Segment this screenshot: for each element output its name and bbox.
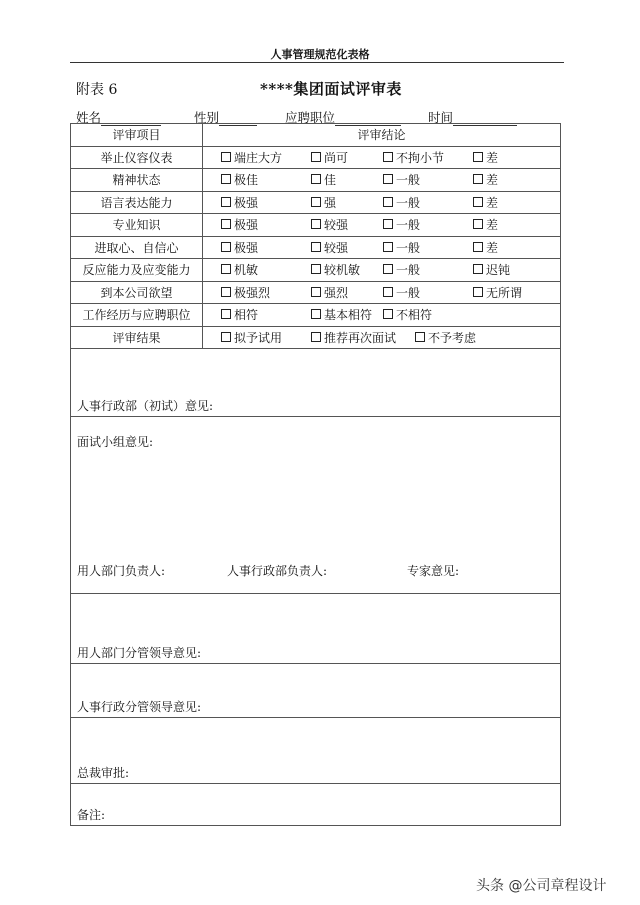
checkbox-option[interactable] <box>383 306 473 323</box>
table-row <box>71 214 561 237</box>
expert-opinion-label: 专家意见: <box>407 564 460 578</box>
option-label: 拟予试用 <box>234 330 283 345</box>
criterion-options <box>203 169 561 192</box>
table-row <box>71 281 561 304</box>
checkbox-option[interactable] <box>221 216 311 233</box>
option-label: 基本相符 <box>324 308 373 323</box>
option-label: 差 <box>486 240 499 255</box>
checkbox-option[interactable] <box>383 216 473 233</box>
criterion-options <box>203 259 561 282</box>
checkbox-icon[interactable] <box>311 332 321 342</box>
option-label: 不拘小节 <box>396 150 445 165</box>
checkbox-icon[interactable] <box>383 242 393 252</box>
time-label: 时间 <box>428 110 454 125</box>
option-label: 差 <box>486 218 499 233</box>
criterion-options <box>203 146 561 169</box>
checkbox-icon[interactable] <box>473 174 483 184</box>
options-group <box>203 329 560 346</box>
option-label: 差 <box>486 195 499 210</box>
options-group <box>203 194 560 211</box>
checkbox-option[interactable] <box>221 329 311 346</box>
criterion-label: 语言表达能力 <box>71 191 203 214</box>
option-label: 端庄大方 <box>234 150 283 165</box>
checkbox-icon[interactable] <box>311 309 321 319</box>
criterion-label: 举止仪容仪表 <box>71 146 203 169</box>
checkbox-icon[interactable] <box>221 264 231 274</box>
checkbox-icon[interactable] <box>473 264 483 274</box>
dept-leader-opinion-label: 用人部门分管领导意见: <box>77 646 202 660</box>
table-row <box>71 191 561 214</box>
checkbox-option[interactable] <box>473 284 543 301</box>
criterion-label: 专业知识 <box>71 214 203 237</box>
options-group <box>203 261 560 278</box>
annex-label: 附表 6 <box>76 82 118 98</box>
option-label: 极强 <box>234 240 259 255</box>
checkbox-option[interactable] <box>221 194 311 211</box>
criterion-label: 反应能力及应变能力 <box>71 259 203 282</box>
option-label: 推荐再次面试 <box>324 330 397 345</box>
checkbox-icon[interactable] <box>383 197 393 207</box>
form-title: ****集团面试评审表 <box>260 80 402 98</box>
checkbox-option[interactable] <box>311 306 383 323</box>
option-label: 极强烈 <box>234 285 271 300</box>
option-label: 极强 <box>234 218 259 233</box>
checkbox-option[interactable] <box>311 149 383 166</box>
position-label: 应聘职位 <box>285 110 336 125</box>
checkbox-icon[interactable] <box>473 287 483 297</box>
checkbox-option[interactable] <box>221 261 311 278</box>
checkbox-option[interactable] <box>311 216 383 233</box>
checkbox-option[interactable] <box>221 149 311 166</box>
checkbox-option[interactable] <box>311 261 383 278</box>
checkbox-option[interactable] <box>383 261 473 278</box>
checkbox-icon[interactable] <box>221 287 231 297</box>
checkbox-icon[interactable] <box>383 219 393 229</box>
checkbox-icon[interactable] <box>221 219 231 229</box>
table-row <box>71 169 561 192</box>
checkbox-option[interactable] <box>383 284 473 301</box>
table-header-row <box>71 124 561 147</box>
option-label: 强烈 <box>324 285 349 300</box>
ceo-section-cell[interactable] <box>71 718 561 784</box>
checkbox-icon[interactable] <box>311 219 321 229</box>
option-label: 无所谓 <box>486 285 523 300</box>
checkbox-icon[interactable] <box>311 242 321 252</box>
table-row <box>71 146 561 169</box>
options-group <box>203 284 560 301</box>
options-group <box>203 216 560 233</box>
checkbox-option[interactable] <box>383 171 473 188</box>
checkbox-icon[interactable] <box>221 309 231 319</box>
checkbox-icon[interactable] <box>383 287 393 297</box>
option-label: 佳 <box>324 173 337 188</box>
hr-initial-section <box>71 349 561 417</box>
checkbox-icon[interactable] <box>221 152 231 162</box>
checkbox-icon[interactable] <box>221 332 231 342</box>
checkbox-icon[interactable] <box>473 197 483 207</box>
checkbox-option[interactable] <box>473 239 543 256</box>
hr-leader-section-cell[interactable] <box>71 664 561 718</box>
checkbox-option[interactable] <box>311 329 415 346</box>
name-label: 姓名 <box>76 110 102 125</box>
checkbox-option[interactable] <box>383 194 473 211</box>
checkbox-option[interactable] <box>473 171 543 188</box>
checkbox-icon[interactable] <box>221 242 231 252</box>
criterion-label: 评审结果 <box>71 326 203 349</box>
option-label: 一般 <box>396 240 421 255</box>
checkbox-icon[interactable] <box>311 174 321 184</box>
checkbox-option[interactable] <box>221 239 311 256</box>
panel-section-cell[interactable] <box>71 417 561 594</box>
checkbox-option[interactable] <box>473 194 543 211</box>
document-header: 人事管理规范化表格 <box>270 48 370 61</box>
header-item: 评审项目 <box>71 124 203 147</box>
table-row <box>71 236 561 259</box>
hr-initial-section-cell[interactable] <box>71 349 561 417</box>
checkbox-icon[interactable] <box>473 219 483 229</box>
option-label: 较强 <box>324 240 349 255</box>
checkbox-icon[interactable] <box>415 332 425 342</box>
option-label: 较机敏 <box>324 263 361 278</box>
options-group <box>203 239 560 256</box>
criterion-options <box>203 281 561 304</box>
option-label: 不相符 <box>396 308 433 323</box>
option-label: 差 <box>486 173 499 188</box>
checkbox-option[interactable] <box>383 149 473 166</box>
dept-leader-section-cell[interactable] <box>71 594 561 664</box>
checkbox-icon[interactable] <box>311 287 321 297</box>
options-group <box>203 306 560 323</box>
criterion-label: 工作经历与应聘职位 <box>71 304 203 327</box>
hr-leader-opinion-label: 人事行政分管领导意见: <box>77 700 202 714</box>
options-group <box>203 171 560 188</box>
panel-opinion-label: 面试小组意见: <box>77 435 154 449</box>
option-label: 一般 <box>396 195 421 210</box>
header-conclusion: 评审结论 <box>203 124 561 147</box>
table-row <box>71 259 561 282</box>
option-label: 一般 <box>396 263 421 278</box>
checkbox-icon[interactable] <box>311 264 321 274</box>
criterion-label: 进取心、自信心 <box>71 236 203 259</box>
checkbox-option[interactable] <box>311 284 383 301</box>
watermark: 头条 @公司章程设计 <box>476 878 607 894</box>
option-label: 较强 <box>324 218 349 233</box>
option-label: 极强 <box>234 195 259 210</box>
checkbox-option[interactable] <box>311 239 383 256</box>
option-label: 强 <box>324 195 337 210</box>
checkbox-icon[interactable] <box>221 174 231 184</box>
dept-leader-section <box>71 594 561 664</box>
checkbox-icon[interactable] <box>221 197 231 207</box>
checkbox-icon[interactable] <box>383 264 393 274</box>
remark-label: 备注: <box>77 808 106 822</box>
panel-section <box>71 417 561 594</box>
checkbox-icon[interactable] <box>383 174 393 184</box>
checkbox-option[interactable] <box>473 216 543 233</box>
ceo-approval-label: 总裁审批: <box>77 766 130 780</box>
remark-section <box>71 784 561 826</box>
checkbox-icon[interactable] <box>311 152 321 162</box>
criterion-options <box>203 214 561 237</box>
dept-head-label: 用人部门负责人: <box>77 564 166 578</box>
option-label: 相符 <box>234 308 259 323</box>
checkbox-icon[interactable] <box>473 242 483 252</box>
criterion-label: 精神状态 <box>71 169 203 192</box>
checkbox-option[interactable] <box>221 171 311 188</box>
checkbox-option[interactable] <box>311 194 383 211</box>
checkbox-icon[interactable] <box>473 152 483 162</box>
option-label: 尚可 <box>324 150 349 165</box>
option-label: 极佳 <box>234 173 259 188</box>
option-label: 一般 <box>396 173 421 188</box>
criterion-options <box>203 191 561 214</box>
checkbox-option[interactable] <box>311 171 383 188</box>
gender-label: 性别 <box>194 110 220 125</box>
options-group <box>203 149 560 166</box>
remark-section-cell[interactable] <box>71 784 561 826</box>
checkbox-option[interactable] <box>221 284 311 301</box>
hr-leader-section <box>71 664 561 718</box>
ceo-section <box>71 718 561 784</box>
option-label: 迟钝 <box>486 263 511 278</box>
checkbox-option[interactable] <box>221 306 311 323</box>
header-divider <box>70 62 564 63</box>
checkbox-option[interactable] <box>473 261 543 278</box>
checkbox-option[interactable] <box>473 149 543 166</box>
checkbox-icon[interactable] <box>383 309 393 319</box>
checkbox-option[interactable] <box>383 239 473 256</box>
evaluation-table <box>70 123 561 826</box>
checkbox-icon[interactable] <box>383 152 393 162</box>
hr-head-label: 人事行政部负责人: <box>227 564 328 578</box>
table-row <box>71 304 561 327</box>
option-label: 一般 <box>396 285 421 300</box>
option-label: 不予考虑 <box>428 330 477 345</box>
checkbox-icon[interactable] <box>311 197 321 207</box>
option-label: 一般 <box>396 218 421 233</box>
option-label: 差 <box>486 150 499 165</box>
criterion-options <box>203 304 561 327</box>
criterion-options <box>203 326 561 349</box>
option-label: 机敏 <box>234 263 259 278</box>
table-row <box>71 326 561 349</box>
hr-initial-opinion-label: 人事行政部（初试）意见: <box>77 399 214 413</box>
criterion-label: 到本公司欲望 <box>71 281 203 304</box>
criterion-options <box>203 236 561 259</box>
checkbox-option[interactable] <box>415 329 505 346</box>
